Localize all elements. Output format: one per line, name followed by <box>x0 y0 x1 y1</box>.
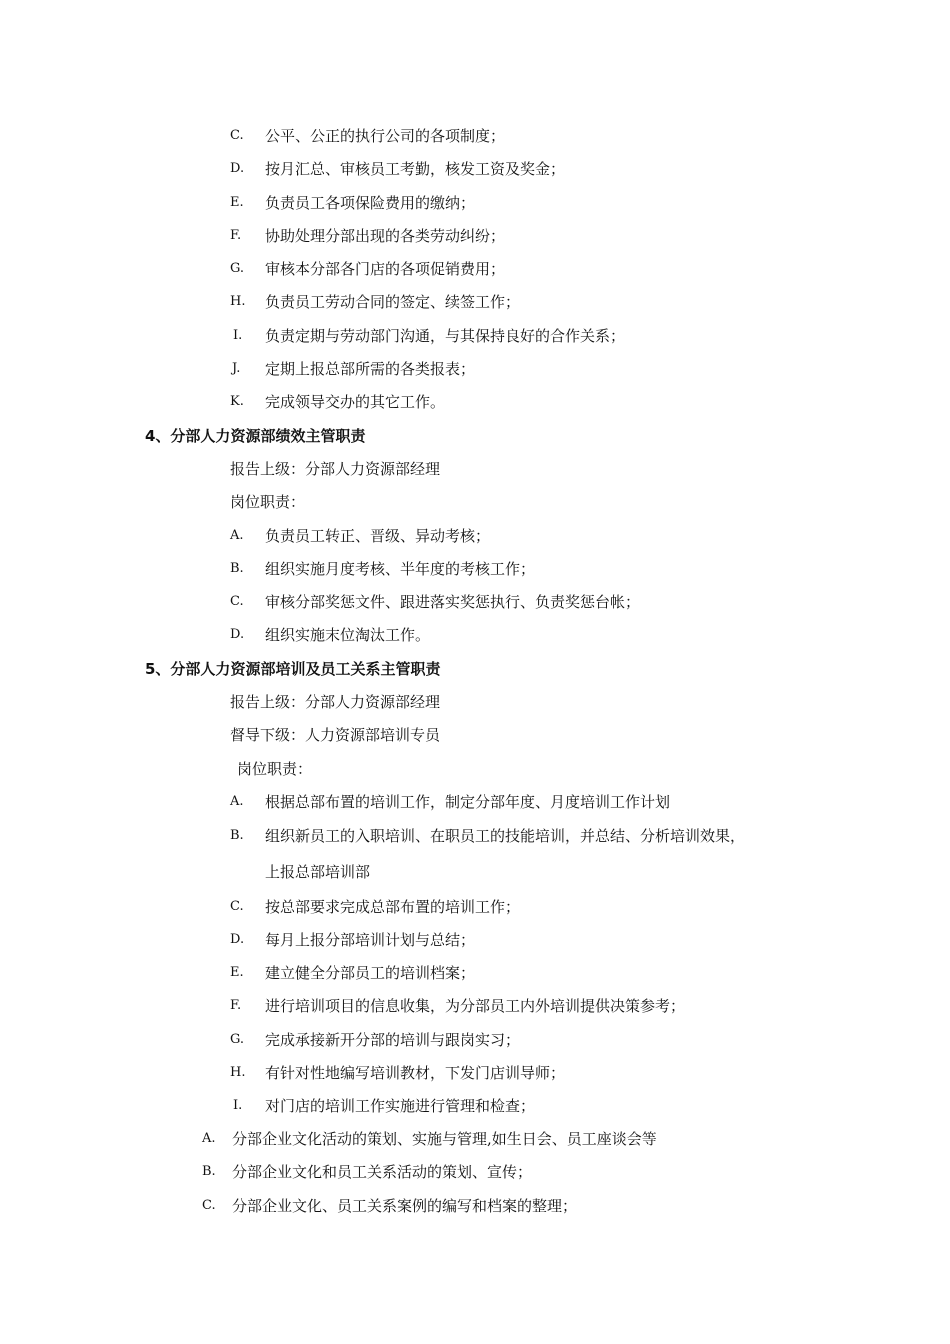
section-heading: 4、分部人力资源部绩效主管职责 <box>145 427 366 445</box>
list-marker: D. <box>230 161 245 176</box>
list-marker: G. <box>230 261 245 276</box>
list-text: 负责定期与劳动部门沟通，与其保持良好的合作关系； <box>265 327 626 345</box>
list-marker: E. <box>230 965 244 980</box>
duties-label: 岗位职责： <box>237 760 313 778</box>
list-text: 进行培训项目的信息收集，为分部员工内外培训提供决策参考； <box>265 997 686 1015</box>
list-marker: H. <box>230 294 246 309</box>
list-text: 分部企业文化、员工关系案例的编写和档案的整理； <box>232 1197 578 1215</box>
list-text: 建立健全分部员工的培训档案； <box>265 964 476 982</box>
list-marker: D. <box>230 932 245 947</box>
list-marker: C. <box>230 899 244 914</box>
list-text: 组织实施月度考核、半年度的考核工作； <box>265 560 536 578</box>
list-marker: A. <box>230 528 244 543</box>
list-text: 负责员工各项保险费用的缴纳； <box>265 194 476 212</box>
list-text: 完成领导交办的其它工作。 <box>265 393 446 411</box>
list-text: 分部企业文化和员工关系活动的策划、宣传； <box>232 1163 533 1181</box>
duties-label: 岗位职责： <box>230 493 306 511</box>
list-text: 完成承接新开分部的培训与跟岗实习； <box>265 1031 521 1049</box>
list-text: 审核分部奖惩文件、跟进落实奖惩执行、负责奖惩台帐； <box>265 593 641 611</box>
list-text: 有针对性地编写培训教材，下发门店训导师； <box>265 1064 566 1082</box>
list-marker: A. <box>230 794 244 809</box>
list-text: 负责员工转正、晋级、异动考核； <box>265 527 491 545</box>
list-marker: F. <box>230 998 242 1013</box>
list-marker: B. <box>230 828 244 843</box>
list-text: 定期上报总部所需的各类报表； <box>265 360 476 378</box>
report-to: 报告上级：分部人力资源部经理 <box>230 693 441 711</box>
list-text: 按月汇总、审核员工考勤，核发工资及奖金； <box>265 160 566 178</box>
list-marker: G. <box>230 1032 245 1047</box>
list-marker: B. <box>202 1164 216 1179</box>
list-marker: A. <box>202 1131 216 1146</box>
list-marker: C. <box>230 594 244 609</box>
list-text: 组织实施末位淘汰工作。 <box>265 626 431 644</box>
list-marker: B. <box>230 561 244 576</box>
list-text: 组织新员工的入职培训、在职员工的技能培训，并总结、分析培训效果， <box>265 827 746 845</box>
report-to: 报告上级：分部人力资源部经理 <box>230 460 441 478</box>
list-text: 根据总部布置的培训工作，制定分部年度、月度培训工作计划 <box>265 793 671 811</box>
list-text: 负责员工劳动合同的签定、续签工作； <box>265 293 521 311</box>
list-text: 每月上报分部培训计划与总结； <box>265 931 476 949</box>
list-text: 按总部要求完成总部布置的培训工作； <box>265 898 521 916</box>
list-text: 审核本分部各门店的各项促销费用； <box>265 260 506 278</box>
list-marker: H. <box>230 1065 246 1080</box>
list-marker: C. <box>230 128 244 143</box>
section-heading: 5、分部人力资源部培训及员工关系主管职责 <box>145 660 441 678</box>
list-marker: I. <box>233 328 243 343</box>
list-marker: I. <box>233 1098 243 1113</box>
list-marker: E. <box>230 195 244 210</box>
list-text-continuation: 上报总部培训部 <box>265 863 371 881</box>
list-text: 对门店的培训工作实施进行管理和检查； <box>265 1097 536 1115</box>
list-marker: K. <box>230 394 244 409</box>
list-marker: C. <box>202 1198 216 1213</box>
list-text: 协助处理分部出现的各类劳动纠纷； <box>265 227 506 245</box>
list-marker: D. <box>230 627 245 642</box>
list-text: 公平、公正的执行公司的各项制度； <box>265 127 506 145</box>
list-marker: J. <box>232 361 241 376</box>
list-marker: F. <box>230 228 242 243</box>
supervise: 督导下级：人力资源部培训专员 <box>230 726 441 744</box>
list-text: 分部企业文化活动的策划、实施与管理,如生日会、员工座谈会等 <box>232 1130 657 1148</box>
